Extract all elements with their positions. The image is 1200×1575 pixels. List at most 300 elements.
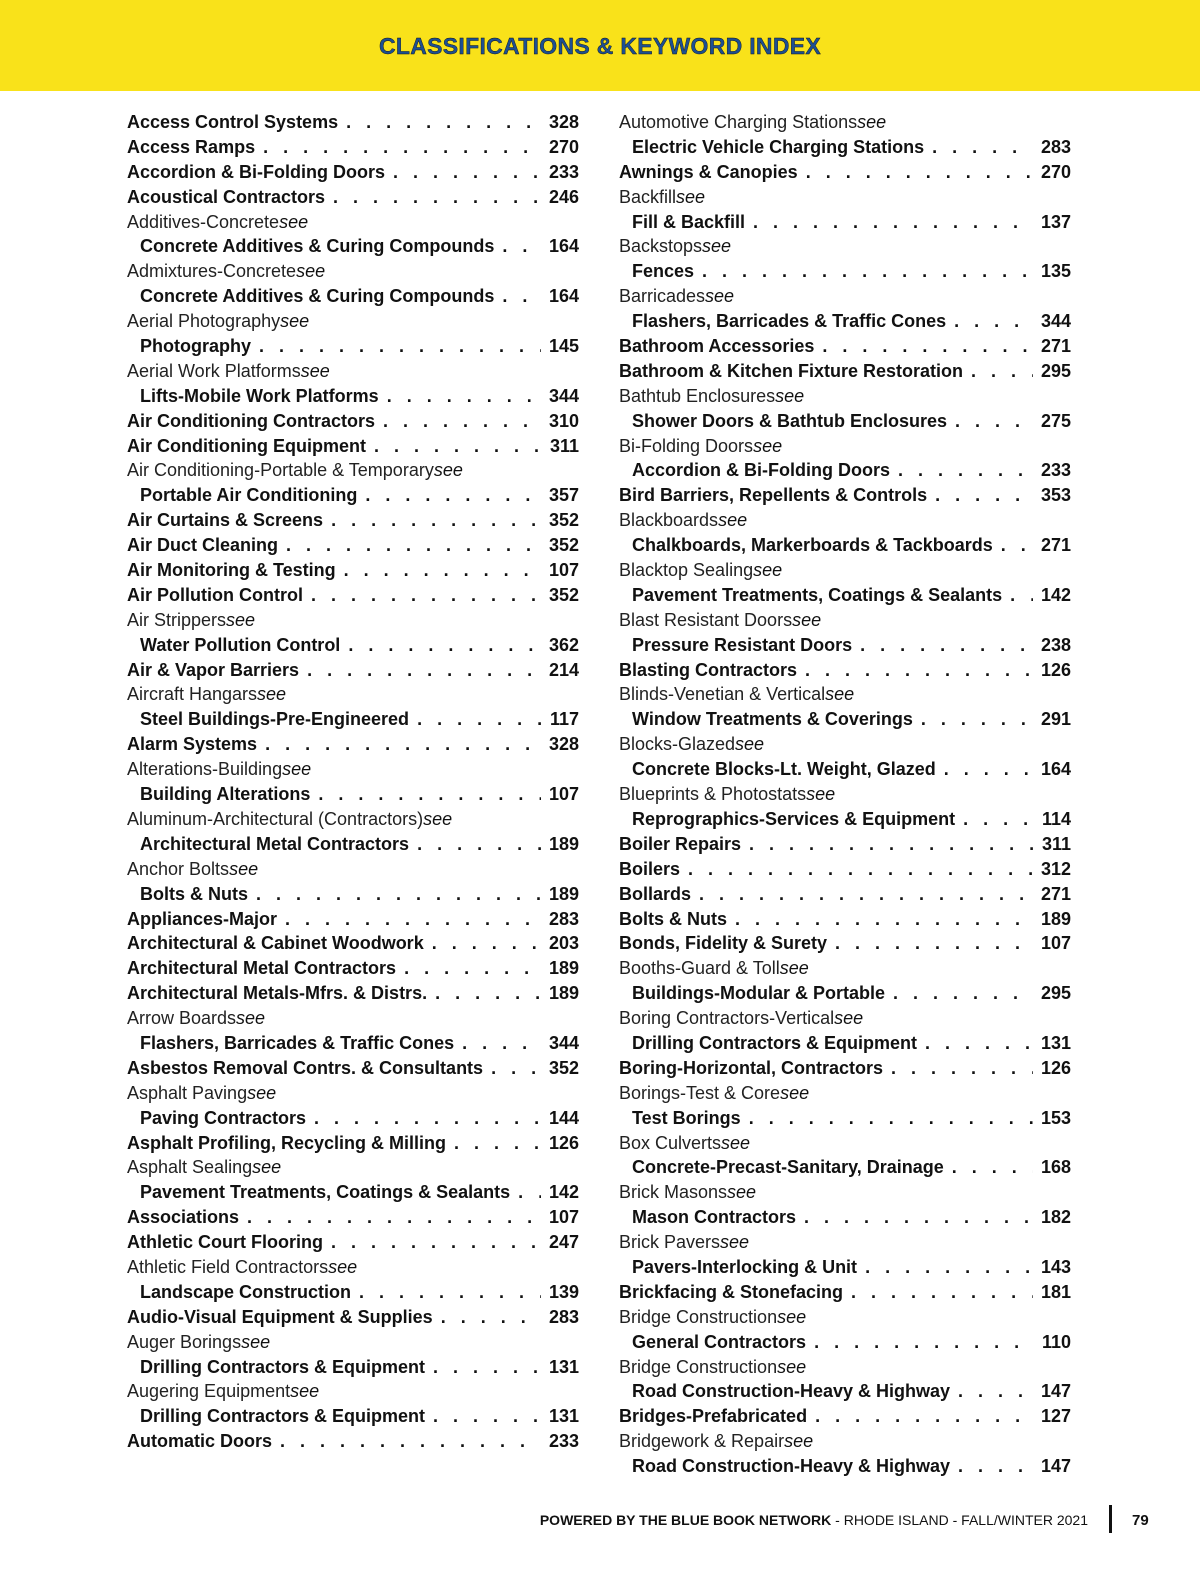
- footer-credit: [540, 1512, 1088, 1528]
- dot-leader: [860, 633, 1033, 658]
- entry-page-number: 233: [548, 161, 579, 182]
- entry-page-number: 147: [1040, 1456, 1071, 1477]
- see-reference: see: [753, 435, 783, 456]
- dot-leader: [518, 1180, 541, 1205]
- see-reference: see: [226, 609, 256, 630]
- index-entry: [127, 409, 579, 434]
- dot-leader: [346, 110, 541, 135]
- index-entry: [619, 907, 1071, 932]
- index-entry: [127, 234, 579, 259]
- entry-label: Air Curtains & Screens: [127, 510, 324, 531]
- dot-leader: [383, 409, 541, 434]
- entry-page-number: 142: [1040, 584, 1071, 605]
- entry-label: Architectural Metal Contractors: [127, 958, 397, 979]
- index-see-reference: [127, 259, 579, 284]
- see-reference: see: [229, 858, 259, 879]
- entry-label: Concrete-Precast-Sanitary, Drainage: [632, 1157, 944, 1178]
- entry-page-number: 233: [1040, 460, 1071, 481]
- index-entry: [619, 1106, 1071, 1131]
- see-reference: see: [777, 1356, 807, 1377]
- entry-label: Borings-Test & Core: [619, 1082, 781, 1103]
- dot-leader: [433, 1404, 541, 1429]
- entry-label: Boiler Repairs: [619, 833, 742, 854]
- index-see-reference: [619, 1006, 1071, 1031]
- entry-page-number: 283: [548, 1306, 579, 1327]
- entry-page-number: 189: [548, 883, 579, 904]
- index-see-reference: [619, 1305, 1071, 1330]
- index-entry: [619, 658, 1071, 683]
- dot-leader: [441, 1305, 541, 1330]
- entry-label: Steel Buildings-Pre-Engineered: [140, 709, 410, 730]
- index-see-reference: [619, 284, 1071, 309]
- dot-leader: [331, 508, 541, 533]
- entry-page-number: 283: [1040, 136, 1071, 157]
- entry-label: Barricades: [619, 286, 706, 307]
- dot-leader: [925, 1031, 1033, 1056]
- dot-leader: [348, 633, 541, 658]
- dot-leader: [891, 1056, 1033, 1081]
- entry-label: Paving Contractors: [140, 1107, 307, 1128]
- index-entry: [127, 1056, 579, 1081]
- index-entry: [619, 259, 1071, 284]
- dot-leader: [898, 458, 1033, 483]
- index-entry: [619, 931, 1071, 956]
- dot-leader: [344, 558, 541, 583]
- index-entry: [619, 583, 1071, 608]
- dot-leader: [462, 1031, 541, 1056]
- index-entry: [127, 334, 579, 359]
- entry-label: Blast Resistant Doors: [619, 609, 793, 630]
- entry-page-number: 328: [548, 734, 579, 755]
- dot-leader: [822, 334, 1033, 359]
- dot-leader: [806, 160, 1033, 185]
- index-entry: [619, 1454, 1071, 1479]
- entry-page-number: 110: [1041, 1331, 1071, 1352]
- entry-page-number: 246: [548, 186, 579, 207]
- see-reference: see: [753, 560, 783, 581]
- entry-label: Bolts & Nuts: [140, 883, 248, 904]
- entry-page-number: 131: [548, 1356, 579, 1377]
- entry-label: Architectural Metal Contractors: [140, 833, 410, 854]
- entry-label: Additives-Concrete: [127, 211, 280, 232]
- entry-label: Concrete Additives & Curing Compounds: [140, 236, 495, 257]
- entry-page-number: 126: [548, 1132, 579, 1153]
- index-entry: [127, 1404, 579, 1429]
- index-see-reference: [127, 1155, 579, 1180]
- entry-page-number: 182: [1040, 1207, 1071, 1228]
- entry-page-number: 168: [1040, 1157, 1071, 1178]
- entry-label: Fences: [632, 261, 695, 282]
- dot-leader: [935, 483, 1033, 508]
- index-see-reference: [127, 608, 579, 633]
- entry-label: Air Pollution Control: [127, 584, 303, 605]
- entry-label: Air Conditioning-Portable & Temporary: [127, 460, 434, 481]
- see-reference: see: [735, 734, 765, 755]
- entry-page-number: 311: [549, 435, 579, 456]
- entry-label: Bollards: [619, 883, 692, 904]
- entry-page-number: 247: [548, 1232, 579, 1253]
- entry-label: Bolts & Nuts: [619, 908, 727, 929]
- index-see-reference: [127, 1379, 579, 1404]
- index-entry: [127, 882, 579, 907]
- entry-label: Bridges-Prefabricated: [619, 1406, 808, 1427]
- entry-page-number: 117: [549, 709, 579, 730]
- index-see-reference: [127, 1255, 579, 1280]
- entry-page-number: 352: [548, 535, 579, 556]
- index-entry: [127, 160, 579, 185]
- entry-page-number: 328: [548, 112, 579, 132]
- entry-label: Building Alterations: [140, 784, 311, 805]
- index-column-left: [127, 110, 579, 1454]
- entry-label: Bird Barriers, Repellents & Controls: [619, 485, 928, 506]
- index-entry: [619, 1330, 1071, 1355]
- dot-leader: [311, 583, 541, 608]
- index-see-reference: [619, 508, 1071, 533]
- see-reference: see: [857, 112, 887, 132]
- dot-leader: [263, 135, 541, 160]
- entry-label: Fill & Backfill: [632, 211, 746, 232]
- entry-label: Alterations-Building: [127, 759, 283, 780]
- index-entry: [127, 981, 579, 1006]
- dot-leader: [971, 359, 1033, 384]
- entry-label: Brick Masons: [619, 1182, 728, 1203]
- see-reference: see: [825, 684, 855, 705]
- dot-leader: [285, 907, 541, 932]
- index-entry: [127, 434, 579, 459]
- entry-page-number: 270: [548, 136, 579, 157]
- entry-page-number: 189: [548, 958, 579, 979]
- index-entry: [619, 1404, 1071, 1429]
- index-entry: [127, 110, 579, 135]
- footer-brand: POWERED BY THE BLUE BOOK NETWORK: [539, 1512, 832, 1528]
- dot-leader: [256, 882, 541, 907]
- index-see-reference: [619, 782, 1071, 807]
- dot-leader: [944, 757, 1033, 782]
- dot-leader: [286, 533, 541, 558]
- entry-label: Bathroom & Kitchen Fixture Restoration: [619, 360, 964, 381]
- dot-leader: [835, 931, 1033, 956]
- index-entry: [127, 533, 579, 558]
- entry-label: Accordion & Bi-Folding Doors: [127, 161, 385, 182]
- see-reference: see: [247, 1082, 277, 1103]
- dot-leader: [815, 1404, 1033, 1429]
- entry-page-number: 352: [548, 1057, 579, 1078]
- entry-label: Boring-Horizontal, Contractors: [619, 1057, 883, 1078]
- entry-page-number: 353: [1040, 485, 1071, 506]
- index-entry: [619, 483, 1071, 508]
- entry-page-number: 145: [548, 336, 579, 357]
- see-reference: see: [721, 1132, 751, 1153]
- index-see-reference: [619, 185, 1071, 210]
- index-entry: [127, 583, 579, 608]
- index-column-right: [619, 110, 1071, 1479]
- entry-label: Bathtub Enclosures: [619, 385, 776, 406]
- entry-page-number: 139: [548, 1281, 579, 1302]
- entry-label: Acoustical Contractors: [127, 186, 326, 207]
- entry-label: Booths-Guard & Toll: [619, 958, 780, 979]
- entry-label: Accordion & Bi-Folding Doors: [632, 460, 890, 481]
- dot-leader: [955, 409, 1033, 434]
- entry-label: Augering Equipment: [127, 1381, 291, 1402]
- index-entry: [127, 558, 579, 583]
- entry-label: Arrow Boards: [127, 1008, 237, 1029]
- dot-leader: [435, 981, 541, 1006]
- entry-page-number: 147: [1040, 1381, 1071, 1402]
- index-entry: [619, 409, 1071, 434]
- index-entry: [127, 1205, 579, 1230]
- entry-label: Boilers: [619, 858, 681, 879]
- see-reference: see: [727, 1182, 757, 1203]
- entry-label: Admixtures-Concrete: [127, 261, 297, 282]
- index-entry: [127, 1106, 579, 1131]
- index-entry: [619, 309, 1071, 334]
- entry-label: Landscape Construction: [140, 1281, 352, 1302]
- entry-label: Auger Borings: [127, 1331, 242, 1352]
- dot-leader: [688, 857, 1033, 882]
- index-entry: [127, 931, 579, 956]
- entry-page-number: 238: [1040, 634, 1071, 655]
- entry-label: Portable Air Conditioning: [140, 485, 358, 506]
- index-entry: [127, 732, 579, 757]
- dot-leader: [331, 1230, 541, 1255]
- index-entry: [127, 1031, 579, 1056]
- entry-label: Road Construction-Heavy & Highway: [632, 1381, 951, 1402]
- entry-page-number: 131: [548, 1406, 579, 1427]
- entry-label: Blasting Contractors: [619, 659, 798, 680]
- entry-page-number: 291: [1040, 709, 1071, 730]
- index-see-reference: [619, 1131, 1071, 1156]
- index-see-reference: [619, 1180, 1071, 1205]
- entry-label: Drilling Contractors & Equipment: [140, 1356, 426, 1377]
- dot-leader: [1001, 533, 1033, 558]
- see-reference: see: [433, 460, 463, 481]
- entry-page-number: 344: [548, 1032, 579, 1053]
- see-reference: see: [290, 1381, 320, 1402]
- entry-label: Concrete Additives & Curing Compounds: [140, 286, 495, 307]
- entry-page-number: 135: [1040, 261, 1071, 282]
- dot-leader: [921, 707, 1033, 732]
- see-reference: see: [282, 759, 312, 780]
- index-entry: [619, 832, 1071, 857]
- entry-label: Brick Pavers: [619, 1232, 721, 1253]
- entry-label: Bridge Construction: [619, 1306, 778, 1327]
- entry-label: Bridge Construction: [619, 1356, 778, 1377]
- index-entry: [619, 981, 1071, 1006]
- entry-label: Blackboards: [619, 510, 719, 531]
- entry-label: Architectural Metals-Mfrs. & Distrs.: [127, 983, 428, 1004]
- entry-label: Anchor Bolts: [127, 858, 230, 879]
- see-reference: see: [777, 1306, 807, 1327]
- see-reference: see: [241, 1331, 271, 1352]
- entry-label: Chalkboards, Markerboards & Tackboards: [632, 535, 993, 556]
- index-entry: [619, 160, 1071, 185]
- index-entry: [619, 359, 1071, 384]
- index-entry: [127, 483, 579, 508]
- see-reference: see: [784, 1431, 814, 1452]
- entry-label: Automatic Doors: [127, 1431, 273, 1452]
- index-entry: [619, 1031, 1071, 1056]
- entry-page-number: 203: [548, 933, 579, 954]
- entry-page-number: 310: [548, 410, 579, 431]
- footer-divider: [1109, 1505, 1112, 1533]
- index-entry: [127, 1355, 579, 1380]
- entry-label: Concrete Blocks-Lt. Weight, Glazed: [632, 759, 936, 780]
- entry-page-number: 107: [1040, 933, 1071, 954]
- index-see-reference: [127, 359, 579, 384]
- index-entry: [127, 707, 579, 732]
- entry-label: Air Monitoring & Testing: [127, 560, 336, 581]
- dot-leader: [280, 1429, 541, 1454]
- entry-label: Air Strippers: [127, 609, 227, 630]
- entry-label: Shower Doors & Bathtub Enclosures: [632, 410, 948, 431]
- index-see-reference: [619, 1081, 1071, 1106]
- entry-label: Window Treatments & Coverings: [632, 709, 913, 730]
- index-see-reference: [619, 110, 1071, 135]
- entry-page-number: 357: [548, 485, 579, 506]
- index-see-reference: [619, 1230, 1071, 1255]
- see-reference: see: [328, 1256, 358, 1277]
- index-see-reference: [619, 1355, 1071, 1380]
- see-reference: see: [257, 684, 287, 705]
- dot-leader: [805, 658, 1033, 683]
- index-entry: [619, 882, 1071, 907]
- entry-page-number: 189: [1040, 908, 1071, 929]
- index-entry: [619, 458, 1071, 483]
- dot-leader: [404, 956, 541, 981]
- entry-page-number: 311: [1041, 833, 1071, 854]
- dot-leader: [735, 907, 1033, 932]
- entry-label: Flashers, Barricades & Traffic Cones: [140, 1032, 455, 1053]
- dot-leader: [699, 882, 1033, 907]
- entry-label: Road Construction-Heavy & Highway: [632, 1456, 951, 1477]
- entry-label: Air Conditioning Equipment: [127, 435, 366, 456]
- entry-label: Pavement Treatments, Coatings & Sealants: [140, 1182, 511, 1203]
- index-entry: [619, 1379, 1071, 1404]
- entry-page-number: 107: [548, 560, 579, 581]
- entry-label: Athletic Court Flooring: [127, 1232, 323, 1253]
- entry-label: Boring Contractors-Vertical: [619, 1008, 835, 1029]
- index-see-reference: [619, 732, 1071, 757]
- entry-page-number: 344: [1040, 311, 1071, 332]
- index-entry: [619, 210, 1071, 235]
- entry-page-number: 344: [548, 385, 579, 406]
- see-reference: see: [792, 609, 822, 630]
- entry-label: Access Control Systems: [127, 112, 339, 132]
- entry-page-number: 233: [548, 1431, 579, 1452]
- dot-leader: [417, 832, 541, 857]
- dot-leader: [1010, 583, 1033, 608]
- index-entry: [127, 956, 579, 981]
- entry-page-number: 295: [1040, 983, 1071, 1004]
- header-banner: [0, 0, 1200, 91]
- index-entry: [127, 782, 579, 807]
- index-see-reference: [619, 434, 1071, 459]
- entry-label: Water Pollution Control: [140, 634, 341, 655]
- index-see-reference: [127, 807, 579, 832]
- entry-page-number: 164: [548, 286, 579, 307]
- entry-label: Test Borings: [632, 1107, 741, 1128]
- entry-label: Asphalt Paving: [127, 1082, 248, 1103]
- entry-label: Drilling Contractors & Equipment: [632, 1032, 918, 1053]
- dot-leader: [952, 1155, 1033, 1180]
- entry-label: Box Culverts: [619, 1132, 722, 1153]
- entry-label: Electric Vehicle Charging Stations: [632, 136, 925, 157]
- index-see-reference: [619, 384, 1071, 409]
- dot-leader: [359, 1280, 541, 1305]
- dot-leader: [433, 1355, 541, 1380]
- index-see-reference: [619, 682, 1071, 707]
- entry-page-number: 142: [548, 1182, 579, 1203]
- index-see-reference: [127, 1330, 579, 1355]
- dot-leader: [804, 1205, 1033, 1230]
- index-entry: [619, 1280, 1071, 1305]
- dot-leader: [954, 309, 1033, 334]
- see-reference: see: [779, 958, 809, 979]
- index-see-reference: [127, 1081, 579, 1106]
- entry-label: Aircraft Hangars: [127, 684, 258, 705]
- entry-label: Bathroom Accessories: [619, 336, 815, 357]
- entry-label: Backstops: [619, 236, 703, 257]
- index-entry: [619, 1056, 1071, 1081]
- see-reference: see: [720, 1232, 750, 1253]
- page-title: CLASSIFICATIONS & KEYWORD INDEX: [378, 33, 822, 59]
- index-see-reference: [127, 682, 579, 707]
- entry-label: Bi-Folding Doors: [619, 435, 754, 456]
- entry-label: Pavers-Interlocking & Unit: [632, 1256, 858, 1277]
- entry-page-number: 271: [1040, 883, 1071, 904]
- entry-label: Blocks-Glazed: [619, 734, 736, 755]
- entry-page-number: 107: [548, 1207, 579, 1228]
- dot-leader: [333, 185, 541, 210]
- entry-label: Pavement Treatments, Coatings & Sealants: [632, 584, 1003, 605]
- entry-page-number: 164: [1040, 759, 1071, 780]
- dot-leader: [963, 807, 1033, 832]
- entry-page-number: 352: [548, 584, 579, 605]
- index-entry: [127, 1280, 579, 1305]
- index-see-reference: [127, 458, 579, 483]
- entry-label: Bridgework & Repair: [619, 1431, 785, 1452]
- see-reference: see: [296, 261, 326, 282]
- index-entry: [619, 135, 1071, 160]
- entry-page-number: 144: [548, 1107, 579, 1128]
- index-entry: [127, 284, 579, 309]
- index-entry: [127, 633, 579, 658]
- entry-page-number: 352: [548, 510, 579, 531]
- dot-leader: [932, 135, 1033, 160]
- entry-label: Aluminum-Architectural (Contractors): [127, 808, 424, 829]
- index-entry: [619, 334, 1071, 359]
- index-entry: [619, 707, 1071, 732]
- index-entry: [127, 658, 579, 683]
- entry-label: Backfill: [619, 186, 677, 207]
- dot-leader: [432, 931, 541, 956]
- entry-label: Associations: [127, 1207, 240, 1228]
- dot-leader: [502, 234, 541, 259]
- dot-leader: [814, 1330, 1033, 1355]
- entry-page-number: 189: [548, 983, 579, 1004]
- see-reference: see: [702, 236, 732, 257]
- see-reference: see: [806, 784, 836, 805]
- entry-label: Architectural & Cabinet Woodwork: [127, 933, 424, 954]
- see-reference: see: [423, 808, 453, 829]
- index-see-reference: [619, 558, 1071, 583]
- entry-label: Athletic Field Contractors: [127, 1256, 329, 1277]
- entry-page-number: 270: [1040, 161, 1071, 182]
- dot-leader: [865, 1255, 1033, 1280]
- entry-label: Awnings & Canopies: [619, 161, 798, 182]
- see-reference: see: [676, 186, 706, 207]
- dot-leader: [387, 384, 541, 409]
